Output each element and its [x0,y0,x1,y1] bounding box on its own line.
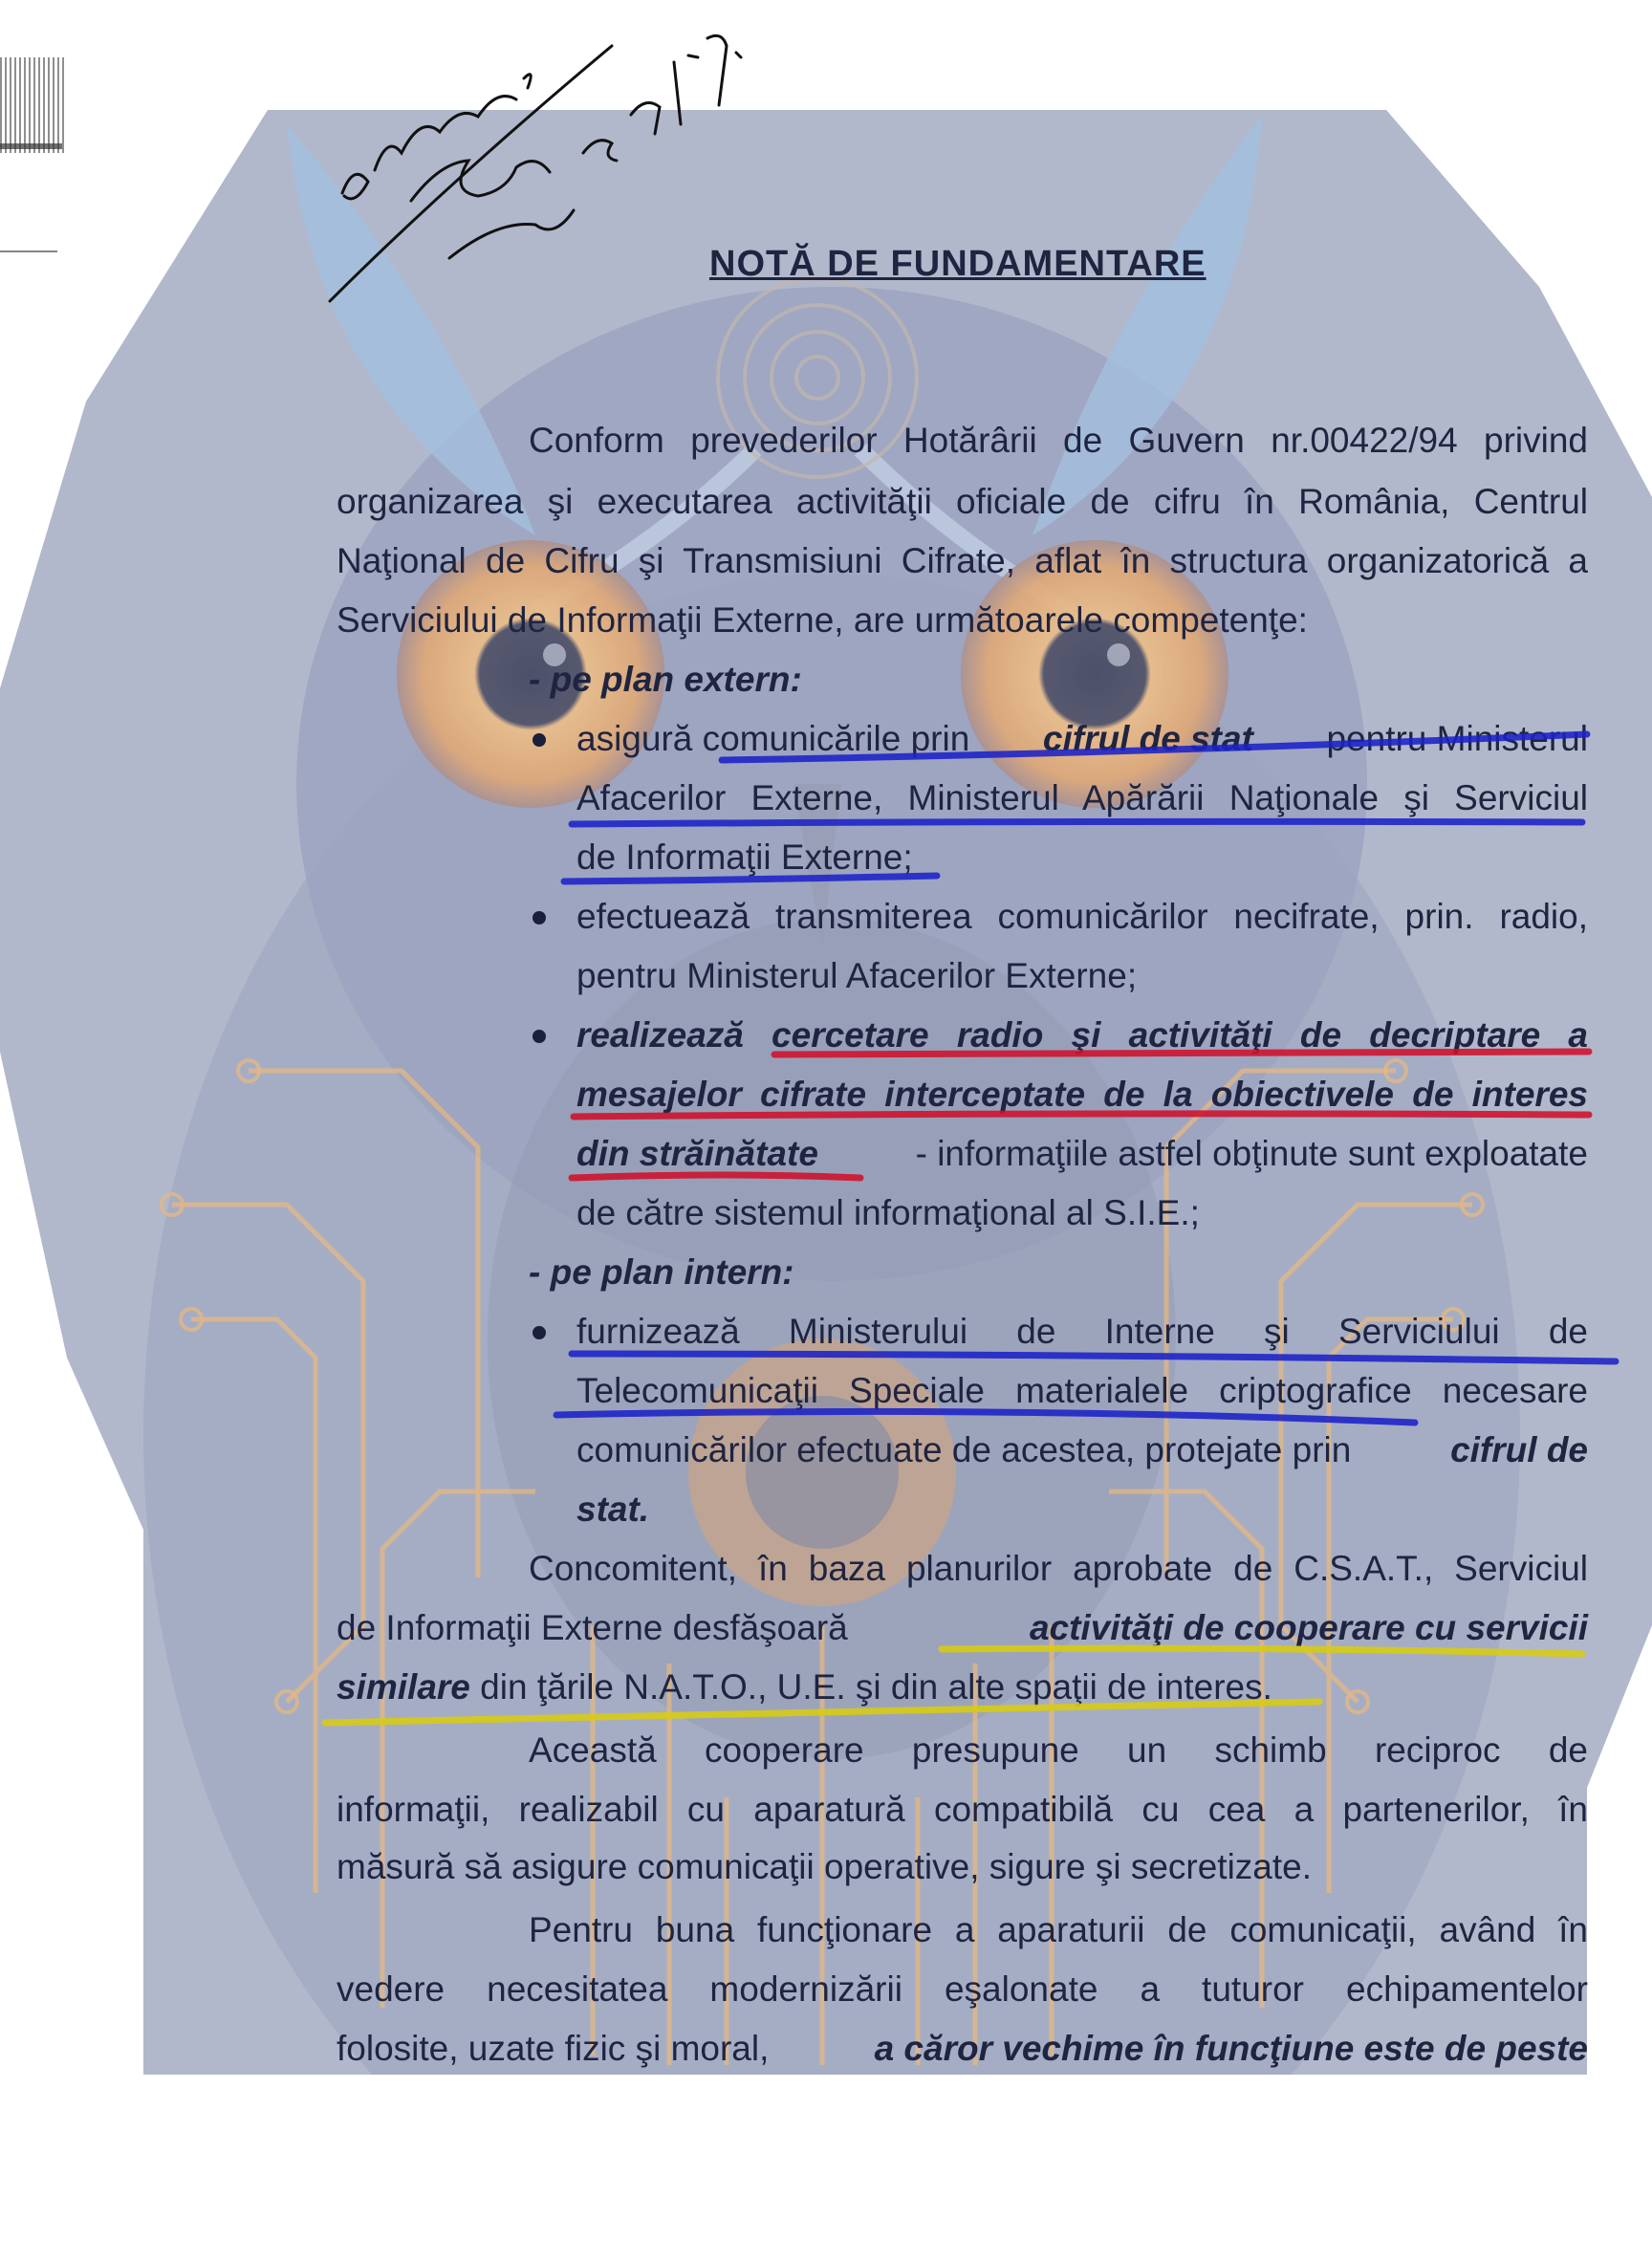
red-underline [572,1175,860,1178]
red-underline [774,1052,1589,1055]
section-heading: - pe plan extern: [529,660,802,699]
list-item-line: mesajelor cifrate interceptate de la obiectivele de interes [576,1075,1588,1114]
list-item-line: de Informaţii Externe; [576,837,913,877]
paragraph-line: Pentru buna funcţionare a aparaturii de comunicaţii, având în [529,1910,1588,1949]
yellow-underline [942,1648,1582,1654]
section-heading: - pe plan intern: [529,1252,794,1292]
paragraph-line: Această cooperare presupune un schimb reciproc de [529,1730,1588,1770]
text-span: - informaţiile astfel obţinute sunt exploatate [915,1134,1588,1173]
list-item-line: efectuează transmiterea comunicărilor necifrate, prin. radio, [576,897,1588,936]
paragraph-line: organizarea şi executarea activităţii oficiale de cifru în România, Centrul [337,482,1588,521]
emphasis-text: din străinătate [576,1134,818,1173]
paragraph-line: Concomitent, în baza planurilor aprobate de C.S.A.T., Serviciul [529,1549,1588,1588]
text-span: folosite, uzate fizic şi moral, [337,2029,770,2068]
red-underline [574,1114,1589,1117]
emphasis-text: cifrul de stat [1042,719,1253,758]
emphasis-text: similare [337,1667,470,1707]
emphasis-text: a căror vechime în funcţiune este de peste [874,2029,1588,2068]
blue-underline [564,876,937,881]
blue-underline [722,734,1587,760]
blue-underline [572,821,1582,824]
paragraph-line: Conform prevederilor Hotărârii de Guvern nr.00422/94 privind [529,421,1588,460]
paragraph-line: vedere necesitatea modernizării eşalonate a tuturor echipamentelor [337,1969,1588,2009]
list-item-line: realizează cercetare radio şi activităţi de decriptare a [576,1015,1588,1055]
document-title: NOTĂ DE FUNDAMENTARE [709,244,1206,284]
text-span: asigură comunicările prin [576,719,970,758]
text-span: din ţările N.A.T.O., U.E. şi din alte spaţii de interes. [480,1667,1272,1707]
yellow-underline [325,1702,1319,1723]
text-span: de Informaţii Externe desfăşoară [337,1608,848,1647]
blue-underline [556,1411,1415,1423]
list-item-line: Telecomunicaţii Speciale materialele criptografice necesare [576,1371,1588,1410]
paragraph-line: Naţional de Cifru şi Transmisiuni Cifrate, aflat în structura organizatorică a [337,541,1588,580]
blue-underline [572,1354,1616,1361]
text-span: comunicărilor efectuate de acestea, protejate prin [576,1430,1352,1469]
list-item-line: furnizează Ministerului de Interne şi Serviciului de [576,1312,1588,1351]
paragraph-line: informaţii, realizabil cu aparatură compatibilă cu cea a partenerilor, în [337,1790,1588,1829]
list-item-line: Afacerilor Externe, Ministerul Apărării Naţionale şi Serviciul [576,778,1588,817]
list-item-line: de către sistemul informaţional al S.I.E.; [576,1193,1200,1232]
list-item-line: pentru Ministerul Afacerilor Externe; [576,956,1138,995]
text-span: pentru Ministerul [1326,719,1588,758]
paragraph-line: măsură să asigure comunicaţii operative, sigure şi secretizate. [337,1847,1313,1886]
emphasis-text: cifrul de [1450,1430,1588,1469]
paragraph-line: Serviciului de Informaţii Externe, are următoarele competenţe: [337,600,1308,640]
list-item-line: stat. [576,1490,650,1529]
emphasis-text: activităţi de cooperare cu servicii [1029,1608,1588,1647]
